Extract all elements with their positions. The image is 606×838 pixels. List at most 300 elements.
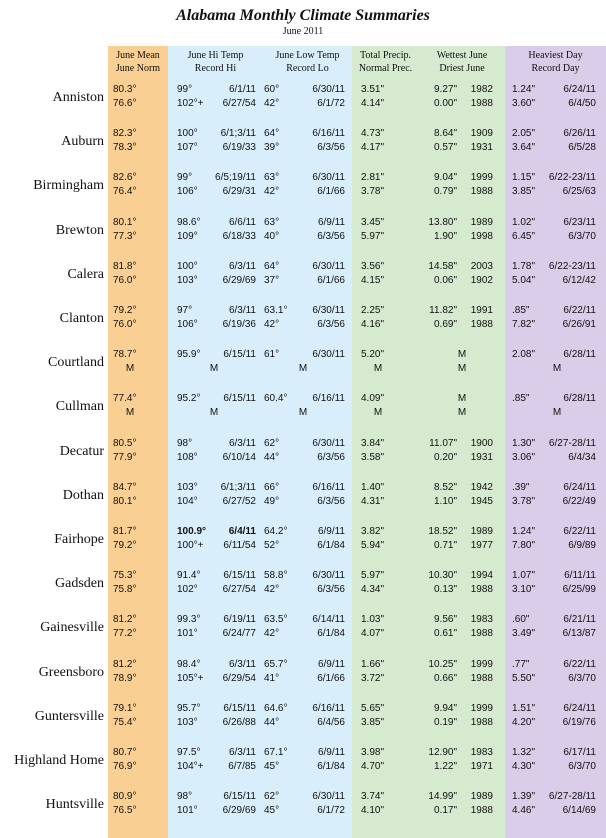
june-norm-cell: M [125,363,135,375]
record-hi-date-cell: 6/29/31 [222,186,256,198]
hi-temp-cell: 99.3° [177,614,201,626]
station-row [0,212,606,256]
normal-precip-cell: 4.14" [361,98,385,109]
record-day-amount-cell: 5.50" [512,672,536,684]
wettest-amount-cell: 9.27" [433,84,457,95]
station-name: Decatur [59,443,104,459]
heaviest-date-cell: 6/11/11 [564,570,596,582]
heaviest-amount-cell: 1.15" [512,172,536,184]
record-lo-date-cell: 6/1/84 [317,628,345,640]
wettest-amount-cell: 8.64" [433,128,457,140]
record-day-amount-cell: 3.85" [512,186,536,198]
hi-temp-date-cell: 6/1;3/11 [220,481,256,493]
lo-temp-cell: 61° [264,349,280,361]
record-lo-date-cell: 6/3/56 [317,230,345,242]
record-lo-cell: M [298,407,308,419]
driest-year-cell: 1977 [470,540,493,551]
heaviest-date-cell: 6/24/11 [563,481,596,493]
station-row [0,123,606,167]
driest-amount-cell: 1.10" [433,495,457,507]
total-precip-cell: 5.65" [361,702,385,714]
normal-precip-cell: 4.10" [361,805,385,817]
record-lo-date-cell: 6/3/56 [317,451,345,463]
station-row [0,521,606,565]
record-hi-cell: 102°+ [177,98,204,109]
wettest-year-cell: 1909 [470,128,493,140]
lo-temp-date-cell: 6/30/11 [312,791,345,803]
record-lo-cell: 44° [264,716,280,728]
header-heaviest-line1: Heaviest Day [528,50,583,61]
hi-temp-cell: 98° [177,791,193,803]
june-norm-cell: 78.9° [113,672,137,684]
record-day-date-cell: 6/12/42 [562,274,596,286]
wettest-year-cell: 1989 [470,216,493,228]
hi-temp-date-cell: 6/1;3/11 [220,128,256,140]
record-day-amount-cell: 3.78" [512,495,536,507]
record-lo-date-cell: 6/1/66 [317,274,345,286]
record-lo-date-cell: 6/3/56 [317,142,345,154]
lo-temp-date-cell: 6/30/11 [312,349,345,361]
hi-temp-cell: 98.4° [177,658,201,670]
wettest-year-cell: 1942 [470,481,493,493]
lo-temp-cell: 62° [264,437,280,449]
hi-temp-date-cell: 6/15/11 [223,702,256,714]
driest-year-cell: 1988 [470,319,493,330]
station-name: Courtland [48,355,104,371]
record-day-amount-cell: 6.45" [512,230,536,242]
normal-precip-cell: 3.78" [361,186,385,198]
june-norm-cell: M [125,407,135,419]
hi-temp-date-cell: 6/15/11 [223,791,256,803]
driest-year-cell: 1988 [470,672,493,684]
record-hi-cell: 101° [177,628,198,640]
june-norm-cell: 75.8° [113,584,137,596]
lo-temp-cell: 63° [264,172,280,184]
june-mean-cell: 84.7° [113,481,137,493]
lo-temp-cell: 58.8° [264,570,288,582]
driest-amount-cell: 0.57" [433,142,457,154]
driest-amount-cell: 1.22" [433,761,457,772]
wettest-year-cell: 1989 [470,791,493,803]
june-mean-cell: 79.1° [113,702,137,714]
lo-temp-cell: 64° [264,260,280,272]
header-precip [352,49,419,75]
station-row [0,786,606,830]
hi-temp-date-cell: 6/19/11 [223,614,256,626]
driest-year-cell: 1988 [470,716,493,728]
station-name: Anniston [52,90,104,105]
heaviest-amount-cell: 1.32" [512,747,536,758]
june-mean-cell: 78.7° [113,349,137,361]
total-precip-cell: 3.74" [361,791,385,803]
total-precip-cell: 4.73" [361,128,385,140]
hi-temp-cell: 91.4° [177,570,201,582]
heaviest-amount-cell: 2.08" [512,349,536,361]
total-precip-cell: 1.03" [361,614,385,626]
station-name: Cullman [55,399,104,415]
record-lo-cell: 42° [264,186,280,198]
record-lo-cell: 42° [264,584,280,596]
driest-amount-cell: 0.17" [433,805,457,817]
heaviest-date-cell: 6/28/11 [563,393,596,405]
driest-amount-cell: 0.66" [433,672,457,684]
lo-temp-date-cell: 6/16/11 [312,702,345,714]
june-mean-cell: 75.3° [113,570,137,582]
station-name: Brewton [55,222,104,238]
heaviest-amount-cell: 1.24" [512,526,536,537]
total-precip-cell: 3.45" [361,216,385,228]
lo-temp-cell: 63° [264,216,280,228]
header-hi [168,49,263,75]
heaviest-amount-cell: 1.39" [512,791,536,803]
june-norm-cell: 77.2° [113,628,137,640]
heaviest-date-cell: 6/17/11 [563,747,596,758]
normal-precip-cell: 4.31" [361,495,385,507]
record-lo-date-cell: 6/3/56 [317,319,345,330]
june-norm-cell: 77.3° [113,230,137,242]
hi-temp-date-cell: 6/6/11 [228,216,256,228]
record-day-date-cell: 6/4/50 [568,98,596,109]
record-hi-date-cell: 6/27/54 [222,584,256,596]
normal-precip-cell: 4.15" [361,274,385,286]
total-precip-cell: 5.20" [361,349,385,361]
total-precip-cell: 3.98" [361,747,385,758]
total-precip-cell: 1.66" [361,658,385,670]
station-row [0,79,606,123]
record-lo-date-cell: 6/3/56 [317,584,345,596]
june-norm-cell: 75.4° [113,716,137,728]
record-hi-date-cell: 6/26/88 [222,716,256,728]
june-norm-cell: 80.1° [113,495,137,507]
hi-temp-cell: 97.5° [177,747,201,758]
driest-year-cell: 1988 [470,805,493,817]
page-title: Alabama Monthly Climate Summaries [176,7,430,24]
hi-temp-date-cell: 6/3/11 [228,260,256,272]
record-day-date-cell: 6/5/28 [568,142,596,154]
june-norm-cell: 77.9° [113,451,137,463]
record-lo-cell: 42° [264,319,280,330]
wettest-year-cell: 1991 [470,305,493,316]
record-day-date-cell: 6/19/76 [562,716,596,728]
record-lo-date-cell: 6/3/56 [317,495,345,507]
station-row [0,698,606,742]
hi-temp-date-cell: 6/15/11 [223,570,256,582]
record-hi-date-cell: 6/29/69 [222,274,256,286]
hi-temp-cell: 103° [177,481,198,493]
header-precip-line2: Normal Prec. [358,63,413,74]
total-precip-cell: 2.25" [361,305,385,316]
wettest-amount-cell: 13.80" [428,216,457,228]
hi-temp-date-cell: 6/3/11 [228,305,256,316]
hi-temp-cell: 100° [177,260,198,272]
record-lo-cell: 39° [264,142,280,154]
record-lo-cell: 37° [264,274,280,286]
total-precip-cell: 4.09" [361,393,385,405]
june-mean-cell: 82.6° [113,172,137,184]
heaviest-amount-cell: 1.02" [512,216,536,228]
heaviest-amount-cell: 1.78" [512,260,536,272]
driest-year-cell: 1931 [470,142,493,154]
record-lo-cell: M [298,363,308,375]
station-row [0,609,606,653]
record-day-amount-cell: 3.60" [512,98,536,109]
heaviest-date-cell: 6/24/11 [563,84,596,95]
header-heaviest-line2: Record Day [531,63,580,74]
wettest-year-cell: 1999 [470,172,493,184]
heaviest-amount-cell: .39" [512,481,530,493]
station-row [0,344,606,388]
record-hi-date-cell: 6/10/14 [222,451,256,463]
wettest-amount-cell: 8.52" [433,481,457,493]
lo-temp-date-cell: 6/16/11 [312,393,345,405]
station-name: Greensboro [38,664,104,680]
hi-temp-cell: 95.2° [177,393,201,405]
hi-temp-cell: 99° [177,84,193,95]
heaviest-date-cell: 6/26/11 [563,128,596,140]
station-name: Guntersville [34,708,104,724]
driest-amount-cell: 0.13" [433,584,457,596]
station-row [0,167,606,211]
total-precip-cell: 3.82" [361,526,385,537]
header-heaviest [505,49,606,75]
lo-temp-cell: 66° [264,481,280,493]
header-lo [263,49,352,75]
record-day-date-cell: 6/25/63 [562,186,596,198]
total-precip-cell: 3.84" [361,437,385,449]
record-lo-cell: 52° [264,540,280,551]
wettest-amount-cell: 11.82" [429,305,457,316]
wettest-year-cell: 1999 [470,702,493,714]
record-lo-cell: 42° [264,628,280,640]
driest-year-cell: 1945 [470,495,493,507]
lo-temp-date-cell: 6/30/11 [312,260,345,272]
station-name: Gainesville [40,620,104,636]
normal-precip-cell: 4.34" [361,584,385,596]
driest-amount-cell: 0.71" [433,540,457,551]
record-hi-date-cell: 6/7/85 [228,761,256,772]
record-day-date-cell: 6/9/89 [568,540,596,551]
lo-temp-cell: 65.7° [264,658,288,670]
june-norm-cell: 78.3° [113,142,137,154]
record-hi-cell: 106° [177,186,198,198]
record-day-amount-cell: 3.10" [512,584,536,596]
record-day-date-cell: 6/26/91 [562,319,596,330]
station-name: Highland Home [14,753,104,768]
heaviest-amount-cell: .77" [512,658,530,670]
station-name: Clanton [59,311,104,326]
driest-amount-cell: M [457,407,467,419]
record-lo-date-cell: 6/1/72 [317,98,345,109]
station-row [0,300,606,344]
june-mean-cell: 80.7° [113,747,137,758]
header-wettest-line1: Wettest June [436,50,488,61]
wettest-year-cell: 1994 [470,570,493,582]
wettest-amount-cell: 18.52" [428,526,457,537]
lo-temp-cell: 60.4° [264,393,288,405]
record-lo-cell: 42° [264,98,280,109]
lo-temp-date-cell: 6/9/11 [317,747,345,758]
record-lo-cell: 44° [264,451,280,463]
hi-temp-cell: 95.9° [177,349,201,361]
record-hi-cell: 100°+ [177,540,204,551]
header-mean-line2: June Norm [115,63,161,74]
normal-precip-cell: 4.16" [361,319,385,330]
record-day-amount-cell: M [552,363,562,375]
record-hi-date-cell: 6/24/77 [222,628,256,640]
total-precip-cell: 1.40" [361,481,385,493]
lo-temp-date-cell: 6/30/11 [312,84,345,95]
record-day-amount-cell: 5.04" [512,274,536,286]
normal-precip-cell: 5.94" [361,540,385,551]
wettest-amount-cell: 11.07" [429,437,457,449]
june-norm-cell: 76.5° [113,805,137,817]
june-mean-cell: 81.2° [113,658,137,670]
lo-temp-cell: 64.2° [264,526,288,537]
record-day-amount-cell: 4.30" [512,761,536,772]
header-mean [108,49,168,75]
driest-amount-cell: 0.61" [433,628,457,640]
station-row [0,654,606,698]
hi-temp-cell: 97° [177,305,193,316]
driest-amount-cell: 0.19" [433,716,457,728]
total-precip-cell: 3.56" [361,260,385,272]
june-mean-cell: 81.8° [113,260,137,272]
record-hi-date-cell: 6/29/54 [222,672,256,684]
page-subtitle: June 2011 [282,26,324,37]
station-name: Huntsville [45,797,104,813]
header-lo-line2: Record Lo [286,63,329,74]
record-day-amount-cell: 3.49" [512,628,536,640]
june-mean-cell: 81.2° [113,614,137,626]
station-row [0,388,606,432]
record-day-amount-cell: 7.80" [512,540,536,551]
hi-temp-date-cell: 6/15/11 [223,349,256,361]
station-row [0,433,606,477]
heaviest-amount-cell: 1.30" [512,437,536,449]
lo-temp-date-cell: 6/9/11 [317,526,345,537]
heaviest-amount-cell: 1.51" [512,702,536,714]
record-hi-cell: M [209,363,219,375]
heaviest-date-cell: 6/22/11 [563,305,596,316]
heaviest-date-cell: 6/27-28/11 [548,791,596,803]
record-day-date-cell: 6/4/34 [568,451,596,463]
hi-temp-date-cell: 6/5;19/11 [215,172,256,184]
lo-temp-date-cell: 6/9/11 [317,216,345,228]
record-day-date-cell: 6/13/87 [562,628,596,640]
record-day-amount-cell: 4.46" [512,805,536,817]
record-day-date-cell: 6/25/99 [562,584,596,596]
driest-year-cell: 1902 [470,274,493,286]
heaviest-date-cell: 6/28/11 [563,349,596,361]
record-hi-cell: 109° [177,230,198,242]
wettest-amount-cell: 12.90" [428,747,457,758]
record-lo-cell: 49° [264,495,280,507]
record-hi-cell: 107° [177,142,198,154]
record-day-amount-cell: 3.64" [512,142,536,154]
wettest-year-cell: 1900 [470,437,493,449]
record-lo-cell: 45° [264,805,280,817]
heaviest-date-cell: 6/21/11 [563,614,596,626]
normal-precip-cell: 3.85" [361,716,385,728]
wettest-amount-cell: 14.99" [428,791,457,803]
normal-precip-cell: M [373,407,383,419]
header-hi-line1: June Hi Temp [187,50,244,61]
record-lo-date-cell: 6/4/56 [317,716,345,728]
driest-amount-cell: 0.06" [433,274,457,286]
driest-amount-cell: 0.79" [433,186,457,198]
june-mean-cell: 80.3° [113,84,137,95]
heaviest-date-cell: 6/22-23/11 [548,260,596,272]
wettest-year-cell: 1983 [470,747,493,758]
driest-year-cell: 1988 [470,186,493,198]
total-precip-cell: 2.81" [361,172,385,184]
record-hi-date-cell: 6/29/69 [222,805,256,817]
record-hi-cell: 108° [177,451,198,463]
lo-temp-date-cell: 6/30/11 [312,570,345,582]
total-precip-cell: 3.51" [361,84,385,95]
wettest-amount-cell: 9.04" [433,172,457,184]
normal-precip-cell: 3.72" [361,672,385,684]
record-hi-cell: 106° [177,319,198,330]
driest-year-cell: 1988 [470,628,493,640]
record-day-amount-cell: M [552,407,562,419]
record-lo-date-cell: 6/1/72 [317,805,345,817]
record-hi-date-cell: 6/27/54 [222,98,256,109]
normal-precip-cell: M [373,363,383,375]
hi-temp-cell: 98.6° [177,216,201,228]
lo-temp-cell: 62° [264,791,280,803]
record-lo-cell: 41° [264,672,280,684]
station-name: Calera [67,266,104,282]
wettest-amount-cell: 9.94" [433,702,457,714]
normal-precip-cell: 4.07" [361,628,385,640]
june-norm-cell: 76.0° [113,274,137,286]
wettest-amount-cell: 10.30" [428,570,457,582]
driest-amount-cell: 1.90" [433,230,457,242]
june-norm-cell: 76.6° [113,98,137,109]
record-day-date-cell: 6/3/70 [568,230,596,242]
station-row [0,256,606,300]
lo-temp-date-cell: 6/30/11 [312,305,345,316]
header-precip-line1: Total Precip. [360,50,411,61]
station-name: Fairhope [54,532,104,547]
heaviest-amount-cell: 1.07" [512,570,536,582]
wettest-year-cell: 2003 [470,260,493,272]
lo-temp-cell: 64.6° [264,702,288,714]
station-row [0,477,606,521]
heaviest-date-cell: 6/23/11 [563,216,596,228]
record-hi-date-cell: 6/19/36 [222,319,256,330]
heaviest-amount-cell: .85" [512,393,530,405]
june-mean-cell: 80.1° [113,216,137,228]
lo-temp-date-cell: 6/30/11 [312,437,345,449]
lo-temp-cell: 63.5° [264,614,288,626]
heaviest-amount-cell: 2.05" [512,128,536,140]
hi-temp-date-cell: 6/1/11 [228,84,256,95]
june-norm-cell: 76.0° [113,319,137,330]
driest-year-cell: 1988 [470,98,493,109]
station-name: Auburn [61,134,104,150]
june-mean-cell: 81.7° [113,526,137,537]
heaviest-date-cell: 6/22/11 [563,658,596,670]
hi-temp-date-cell: 6/3/11 [228,747,256,758]
hi-temp-cell: 99° [177,172,193,184]
hi-temp-cell: 100° [177,128,198,140]
record-day-date-cell: 6/3/70 [568,672,596,684]
june-mean-cell: 80.9° [113,791,137,803]
june-mean-cell: 77.4° [113,393,137,405]
june-norm-cell: 76.4° [113,186,137,198]
